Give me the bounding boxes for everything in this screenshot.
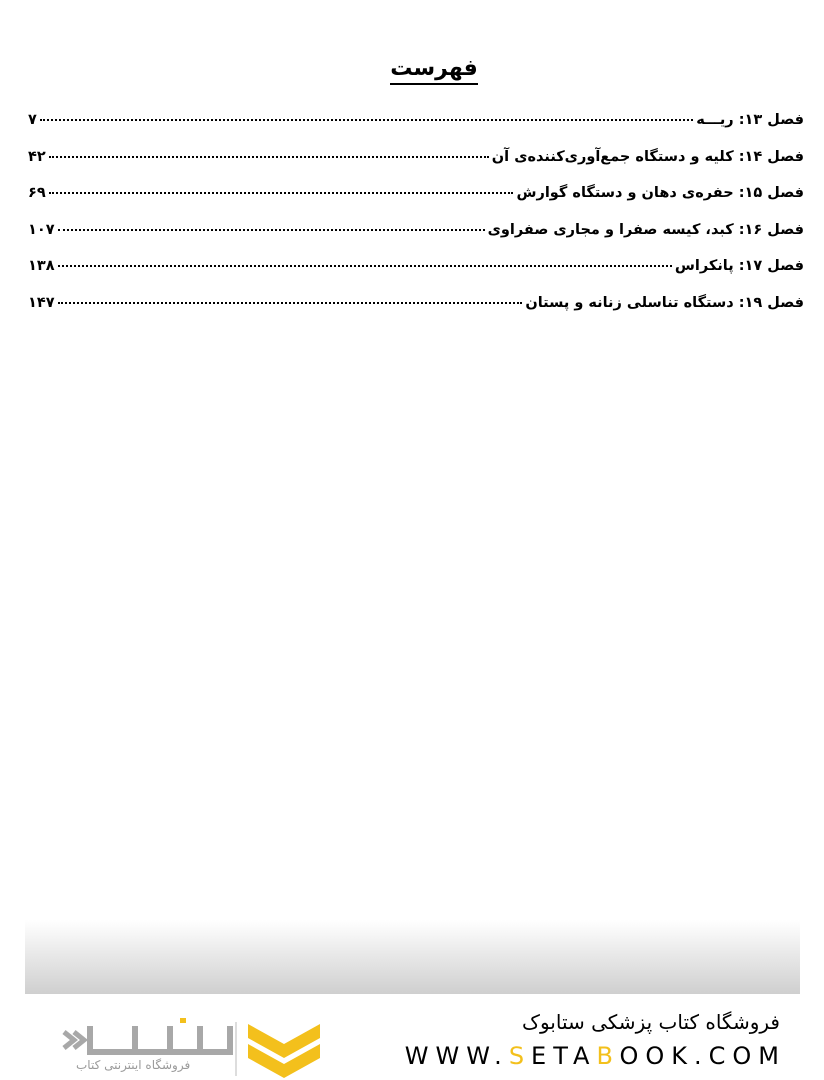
- toc-entry-label: فصل ۱۵: حفره‌ی دهان و دستگاه گوارش: [516, 185, 804, 201]
- page-title-text: فهرست: [390, 56, 478, 85]
- footer-shadow: [25, 920, 800, 994]
- toc-entry-page: ۱۰۷: [28, 221, 55, 238]
- toc-entry-label: فصل ۱۹: دستگاه تناسلی زنانه و پستان: [525, 294, 804, 311]
- toc-entry-page: ۷: [28, 112, 37, 128]
- toc-entry[interactable]: [28, 258, 804, 295]
- toc-entry-label: فصل ۱۷: پانکراس: [674, 258, 804, 274]
- url-part-accent: B: [596, 1042, 620, 1070]
- dot-leader: [49, 156, 489, 158]
- url-part: WWW.: [404, 1042, 509, 1070]
- url-part: OOK.COM: [619, 1042, 786, 1070]
- toc-entry[interactable]: [28, 149, 804, 186]
- toc-entry[interactable]: [28, 222, 804, 259]
- toc-entry-page: ۱۴۷: [28, 294, 55, 311]
- toc-entry[interactable]: [28, 185, 804, 222]
- toc-entry-label: فصل ۱۶: کبد، کیسه صفرا و مجاری صفراوی: [487, 221, 804, 238]
- toc-entry-page: ۴۲: [28, 148, 46, 165]
- dot-leader: [58, 302, 523, 304]
- dot-leader: [58, 265, 672, 267]
- toc-entry-label: فصل ۱۳: ریـــه: [696, 112, 804, 128]
- store-name: فروشگاه کتاب پزشکی ستابوک: [522, 1010, 780, 1034]
- dot-leader: [58, 229, 485, 231]
- page-title: [0, 56, 824, 81]
- table-of-contents: [28, 112, 804, 331]
- toc-entry-label: فصل ۱۴: کلیه و دستگاه جمع‌آوری‌کننده‌ی آن: [491, 148, 804, 165]
- url-part-accent: S: [508, 1042, 532, 1070]
- toc-entry-page: ۶۹: [28, 185, 46, 201]
- dot-leader: [40, 119, 693, 121]
- store-url[interactable]: [405, 1042, 786, 1070]
- toc-entry[interactable]: [28, 295, 804, 332]
- toc-entry[interactable]: [28, 112, 804, 149]
- dot-leader: [49, 192, 514, 194]
- url-part: ETA: [531, 1042, 597, 1070]
- logo-tagline: فروشگاه اینترنتی کتاب: [76, 1058, 191, 1072]
- toc-entry-page: ۱۳۸: [28, 258, 55, 274]
